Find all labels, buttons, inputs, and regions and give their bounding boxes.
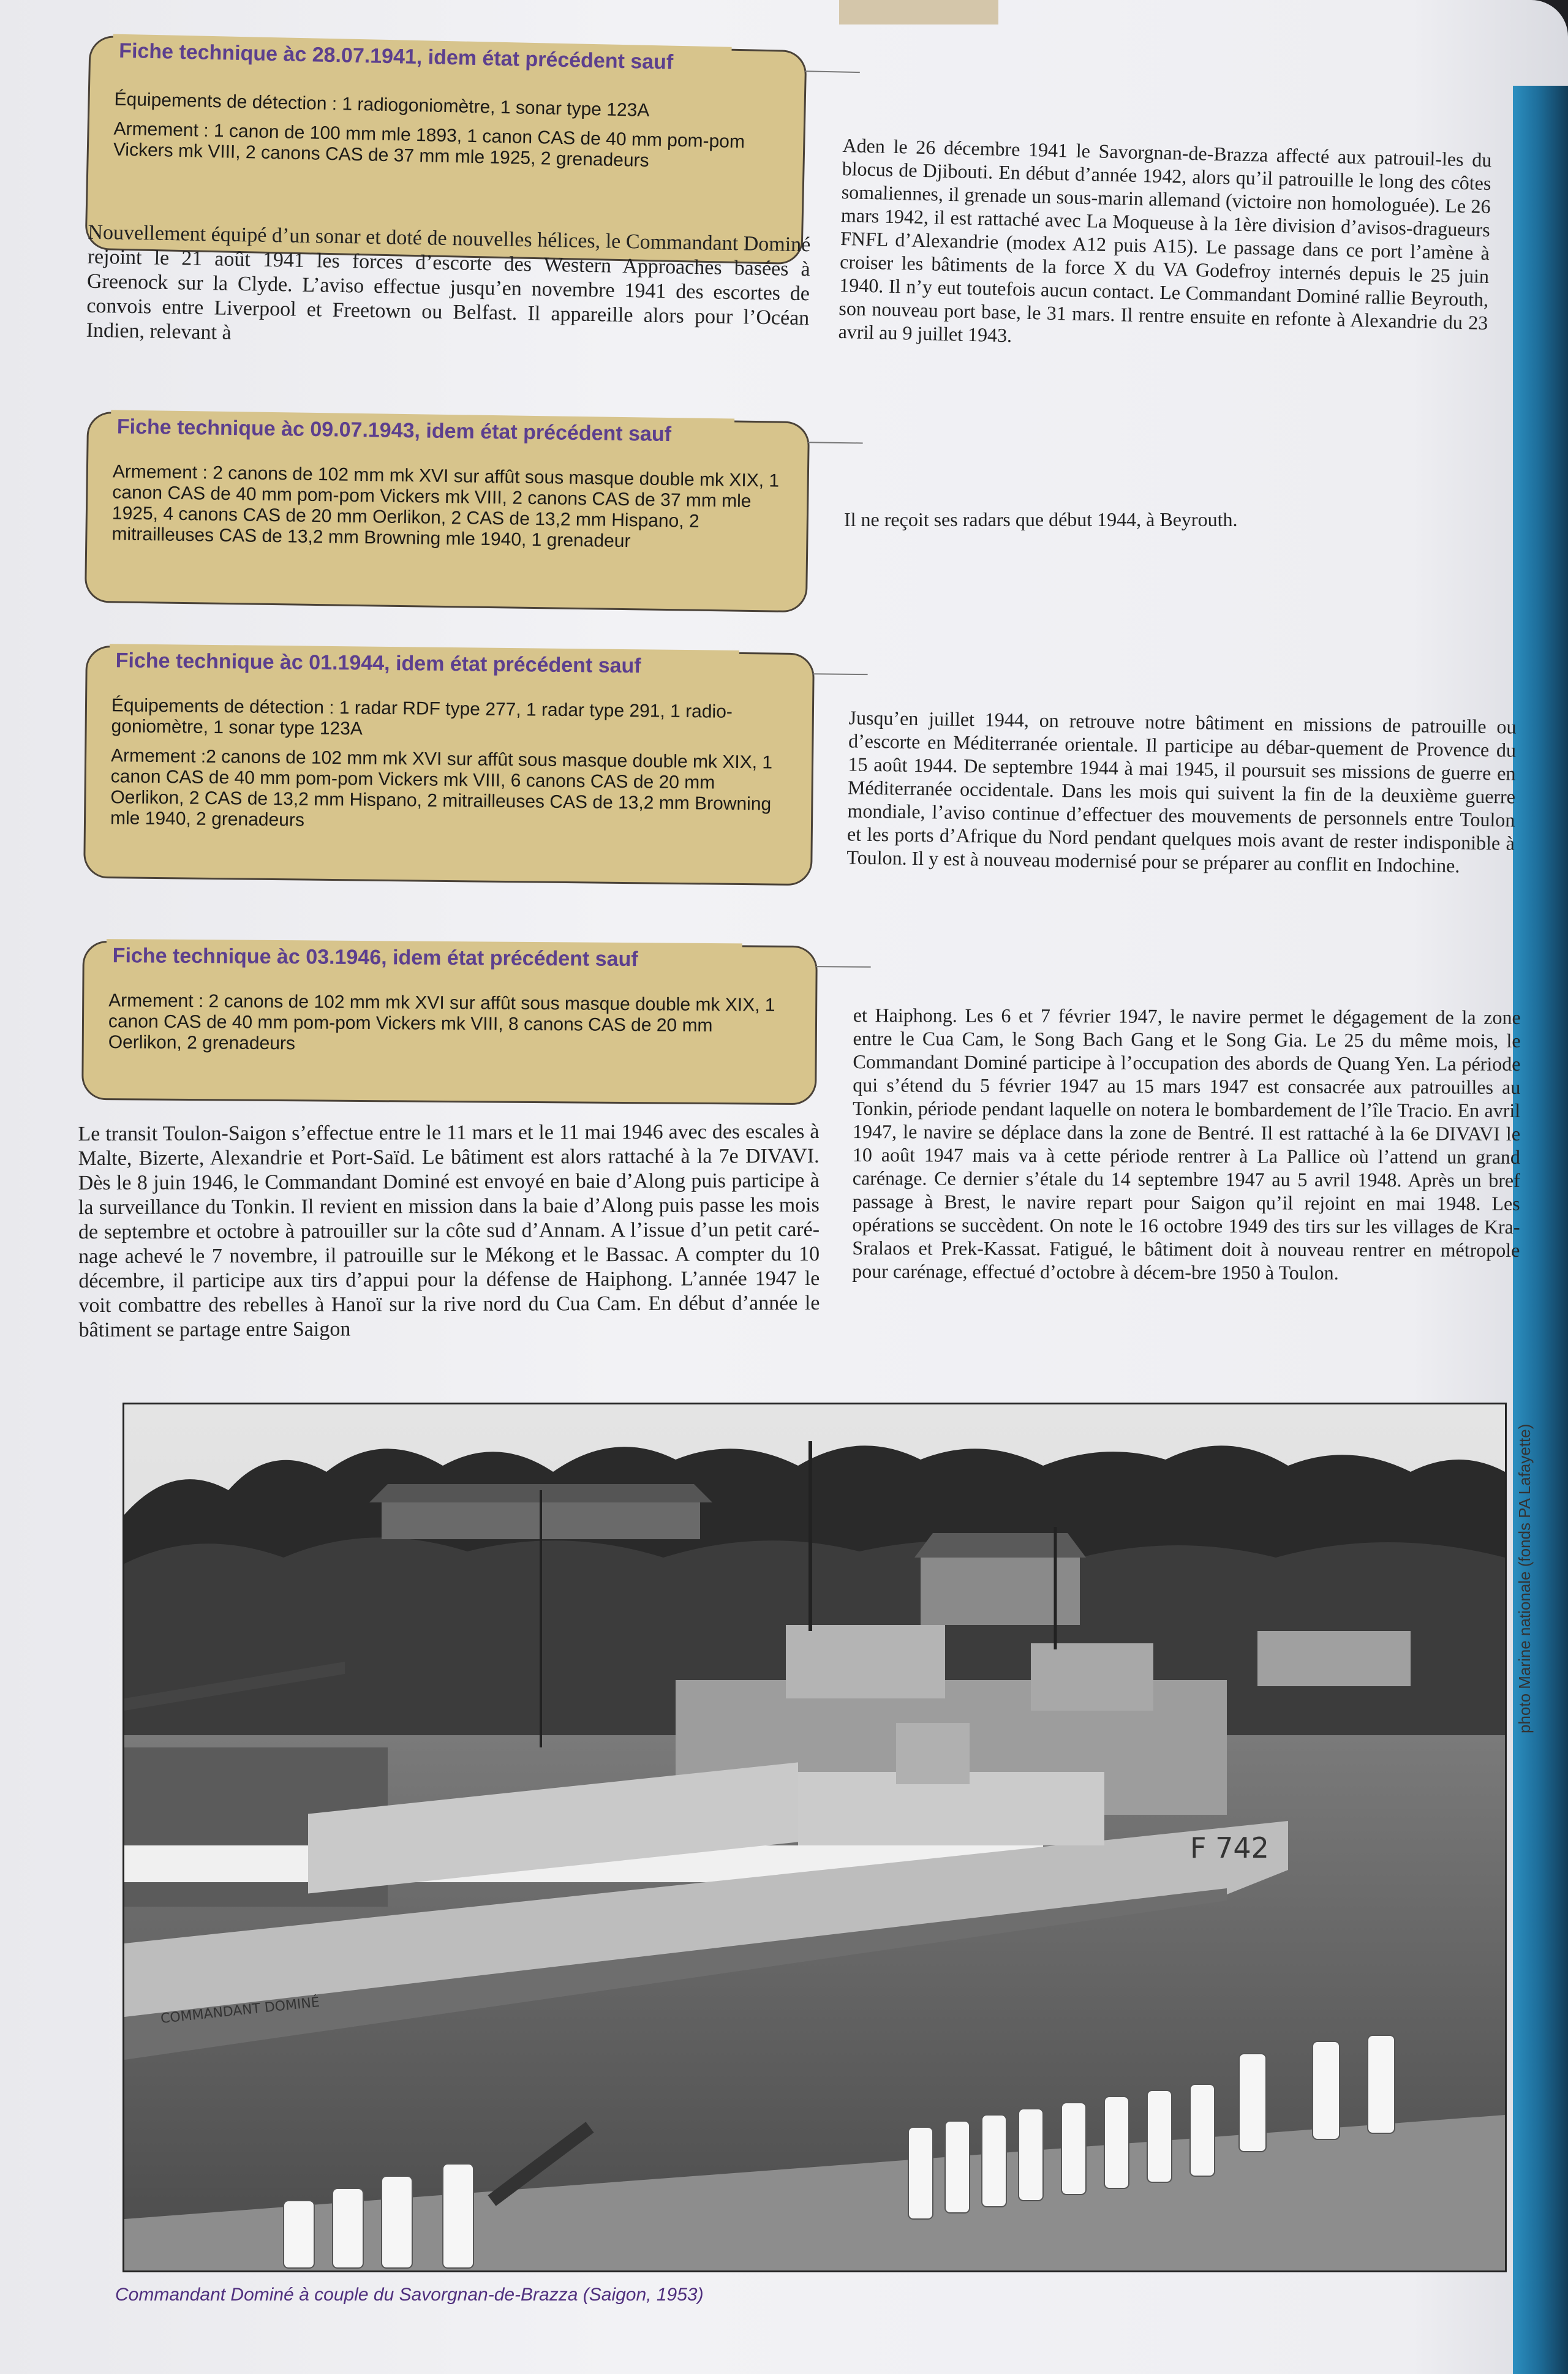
- paragraph: et Haiphong. Les 6 et 7 février 1947, le navire permet le dégagement de la zone entre le Cua Cam, le Song Bach Gang et le Song Gia. Le 25 du même mois, le Commandant Dominé participe à l’occupation des abords de Quang Yen. La période qui s’étend du 5 février 1947 au 15 mars 1947 est consacrée aux patrouilles au Tonkin, période pendant laquelle on notera le bombardement de l’île Tracio. En avril 1947, le navire se déplace dans la zone de Bentré. Il est rattaché à la 6e DIVAVI le 10 août 1947 mais va à cette période rentrer à La Pallice où l’attend un grand carénage. Ce dernier s’étale du 14 septembre 1947 au 5 avril 1948. Après un bref passage à Brest, le navire repart pour Saigon qu’il rejoint en mai 1948. Les opérations se succèdent. On note le 16 octobre 1949 des tirs sur les villages de Kra-Sralaos et Prek-Kassat. Fatigué, le bâtiment doit à nouveau rentrer en métropole pour carénage, effectué d’octobre à décem-bre 1950 à Toulon.: [852, 1004, 1521, 1284]
- fiche-title: Fiche technique àc 01.1944, idem état précédent sauf: [110, 644, 739, 679]
- fiche-line: Armement :2 canons de 102 mm mk XVI sur affût sous masque double mk XIX, 1 canon CAS de 40 mm pom-pom Vickers mk VIII, 6 canons CAS de 20 mm Oerlikon, 2 CAS de 13,2 mm Hispano, 2 mitrailleuses CAS de 13,2 mm Browning mle 1940, 2 grenadeurs: [110, 745, 773, 831]
- connector-line: [808, 442, 863, 443]
- fiche-technique-1944: [83, 646, 815, 886]
- paragraph: Nouvellement équipé d’un sonar et doté de nouvelles hélices, le Commandant Dominé rejoint le 21 août 1941 les forces d’escorte des Western Approaches basées à Greenock sur la Clyde. L’aviso effectue jusqu’en novembre 1941 des escortes de convois entre Liverpool et Freetown ou Belfast. Il appareille alors pour l’Océan Indien, relevant à: [86, 220, 811, 344]
- fiche-line: Équipements de détection : 1 radar RDF type 277, 1 radar type 291, 1 radio-goniomètre, 1 sonar type 123A: [111, 695, 733, 739]
- fiche-technique-1946: [81, 941, 818, 1105]
- paper-clip-tab: [839, 0, 998, 24]
- page-edge-band: [1513, 86, 1568, 2374]
- paragraph: Aden le 26 décembre 1941 le Savorgnan-de-Brazza affecté aux patrouil-les du blocus de Djibouti. En début d’année 1942, alors qu’il patrouille le long des côtes somaliennes, il grenade un sous-marin allemand (victoire non homologuée). Le 26 mars 1942, il est rattaché avec La Moqueuse à la 1ère division d’avisos-dragueurs FNFL d’Alexandrie (modex A12 puis A15). Le passage dans ce port l’amène à croiser les bâtiments de la force X du VA Godefroy internés depuis le 25 juin 1940. Il n’y eut toutefois aucun contact. Le Commandant Dominé rallie Beyrouth, son nouveau port base, le 31 mars. Il rentre ensuite en refonte à Alexandrie du 23 avril au 9 juillet 1943.: [838, 134, 1492, 347]
- fiche-title: Fiche technique àc 03.1946, idem état précédent sauf: [107, 939, 742, 972]
- right-column-text-1: [838, 134, 1491, 358]
- connector-line: [813, 673, 868, 675]
- fiche-title: Fiche technique àc 28.07.1941, idem état précédent sauf: [113, 34, 732, 76]
- right-column-text-3: [846, 706, 1517, 878]
- ship-photo-illustration: [124, 1404, 1505, 2270]
- fiche-line: Armement : 2 canons de 102 mm mk XVI sur affût sous masque double mk XIX, 1 canon CAS de 40 mm pom-pom Vickers mk VIII, 2 canons CAS de 37 mm mle 1925, 4 canons CAS de 20 mm Oerlikon, 2 CAS de 13,2 mm Hispano, 2 mitrailleuses CAS de 13,2 mm Browning mle 1940, 1 grenadeur: [111, 461, 780, 552]
- left-column-text-1: [86, 220, 810, 356]
- fiche-line: Équipements de détection : 1 radiogoniomètre, 1 sonar type 123A: [114, 89, 650, 121]
- right-column-text-2: [844, 507, 1493, 532]
- fiche-title: Fiche technique àc 09.07.1943, idem état précédent sauf: [111, 410, 735, 447]
- right-column-text-4: [852, 1003, 1521, 1285]
- paragraph: Le transit Toulon-Saigon s’effectue entre le 11 mars et le 11 mai 1946 avec des escales à Malte, Bizerte, Alexandrie et Port-Saïd. Le bâtiment est alors rattaché à la 7e DIVAVI. Dès le 8 juin 1946, le Commandant Dominé est envoyé en baie d’Along puis participe à la surveillance du Tonkin. Il revient en mission dans la baie d’Along puis passe les mois de septembre et octobre à patrouiller sur la côte sud d’Annam. A l’issue d’un petit caré-nage achevé le 7 novembre, il patrouille sur le Mékong et le Bassac. A compter du 10 décembre, il participe aux tirs d’appui pour la défense de Haiphong. L’année 1947 le voit combattre des rebelles à Hanoï sur la rive nord du Cua Cam. En début d’année le bâtiment se partage entre Saigon: [78, 1120, 820, 1342]
- hull-name: COMMANDANT DOMINÉ: [160, 1994, 320, 2027]
- paragraph: Jusqu’en juillet 1944, on retrouve notre bâtiment en missions de patrouille ou d’escorte en Méditerranée orientale. Il participe au débar-quement de Provence du 15 août 1944. De septembre 1944 à mai 1945, il poursuit ses missions de guerre en Méditerranée occidentale. Dans les mois qui suivent la fin de la deuxième guerre mondiale, l’aviso continue d’effectuer des mouvements de personnels entre Toulon et les ports d’Afrique du Nord pendant quelques mois avant de rester indisponible à Toulon. Il y est à nouveau modernisé pour se préparer au conflit en Indochine.: [846, 706, 1517, 877]
- hull-number: F 742: [1190, 1831, 1269, 1864]
- left-column-text-2: [78, 1120, 820, 1343]
- connector-line: [816, 966, 871, 968]
- photo-credit: photo Marine nationale (fonds PA Lafayette): [1515, 1423, 1534, 1733]
- connector-line: [805, 70, 860, 73]
- harbor-photograph: [123, 1403, 1507, 2272]
- paragraph: Il ne reçoit ses radars que début 1944, à Beyrouth.: [844, 508, 1238, 530]
- fiche-line: Armement : 2 canons de 102 mm mk XVI sur affût sous masque double mk XIX, 1 canon CAS de 40 mm pom-pom Vickers mk VIII, 8 canons CAS de 20 mm Oerlikon, 2 grenadeurs: [108, 990, 775, 1054]
- photo-caption: Commandant Dominé à couple du Savorgnan-de-Brazza (Saigon, 1953): [115, 2285, 704, 2305]
- fiche-technique-1943: [85, 412, 810, 612]
- fiche-line: Armement : 1 canon de 100 mm mle 1893, 1 canon CAS de 40 mm pom-pom Vickers mk VIII, 2 canons CAS de 37 mm mle 1925, 2 grenadeurs: [113, 118, 745, 171]
